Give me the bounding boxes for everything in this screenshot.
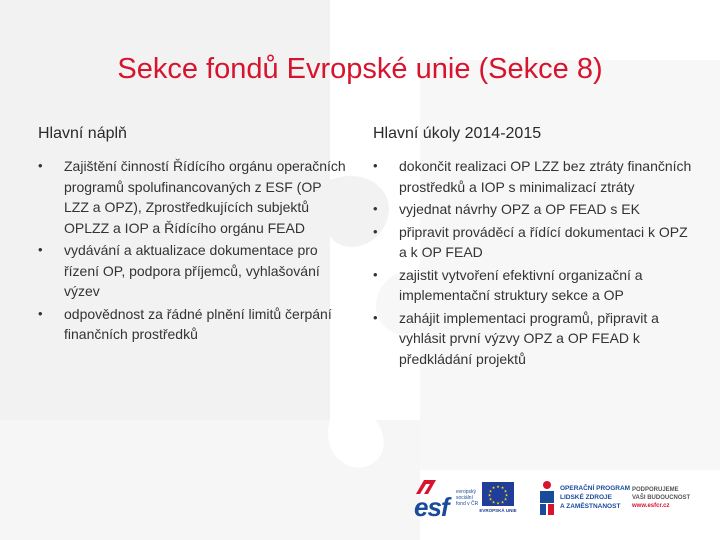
eu-flag-icon — [482, 482, 514, 506]
slide-title: Sekce fondů Evropské unie (Sekce 8) — [117, 53, 603, 85]
list-item-text: odpovědnost za řádné plnění limitů čerpání finančních prostředků — [64, 305, 332, 342]
svg-text:★: ★ — [503, 496, 508, 502]
puzzle-piece-bottom — [0, 420, 420, 540]
bullet-icon: • — [38, 158, 43, 173]
list-item — [373, 199, 693, 220]
list-item — [38, 304, 348, 345]
esf-caption — [456, 489, 478, 507]
op-line: LIDSKÉ ZDROJE — [560, 494, 613, 501]
left-column — [38, 124, 348, 347]
op-line: OPERAČNÍ PROGRAM — [560, 485, 631, 492]
svg-text:★: ★ — [500, 499, 505, 505]
bullet-icon: • — [373, 158, 378, 173]
list-item-text: Zajištění činností Řídícího orgánu operačních programů spolufinancovaných z ESF (OP LZZ a OPZ), Zprostředkujících subjektů OPLZZ a IOP a Řídícího orgánu FEAD — [64, 158, 346, 236]
op-person-icon — [536, 480, 558, 516]
list-item — [373, 156, 693, 197]
bullet-icon: • — [38, 305, 43, 321]
svg-text:★: ★ — [487, 492, 492, 498]
left-column-heading: Hlavní náplň — [38, 125, 127, 142]
left-bullet-list — [38, 156, 348, 345]
esf-logo — [414, 480, 482, 522]
list-item-text: dokončit realizaci OP LZZ bez ztráty finančních prostředků a IOP s minimalizací ztráty — [399, 158, 692, 195]
svg-text:★: ★ — [503, 488, 508, 494]
list-item-text: vydávání a aktualizace dokumentace pro řízení OP, podpora příjemců, vyhlašování výzev — [64, 242, 320, 299]
list-item-text: zajistit vytvoření efektivní organizační a implementační struktury sekce a OP — [399, 266, 643, 303]
bullet-icon: • — [373, 223, 378, 239]
svg-text:★: ★ — [496, 484, 500, 489]
right-bullet-list — [373, 156, 693, 369]
list-item — [373, 308, 693, 370]
esf-caption-line: fond v ČR — [456, 501, 479, 507]
list-item — [373, 222, 693, 263]
support-url: www.esfcr.cz — [632, 503, 670, 509]
list-item-text: připravit prováděcí a řídící dokumentaci k OPZ a k OP FEAD — [399, 223, 688, 260]
right-column — [373, 124, 693, 371]
svg-text:★: ★ — [500, 485, 505, 491]
svg-text:★: ★ — [496, 500, 500, 506]
support-line: VAŠI BUDOUCNOST — [632, 495, 691, 501]
support-slogan — [632, 486, 690, 510]
list-item — [38, 240, 348, 302]
svg-text:★: ★ — [488, 496, 493, 502]
esf-wordmark: esf — [414, 492, 449, 522]
eu-label: EVROPSKÁ UNIE — [479, 508, 517, 513]
op-line: A ZAMĚSTNANOST — [560, 503, 621, 510]
list-item-text: zahájit implementaci programů, připravit a vyhlásit první výzvy OPZ a OP FEAD k předkládání projektů — [399, 309, 659, 367]
bullet-icon: • — [373, 201, 378, 216]
list-item — [38, 156, 348, 238]
bullet-icon: • — [373, 309, 378, 325]
footer-logos — [414, 478, 704, 520]
op-program-name — [560, 484, 630, 511]
right-column-heading: Hlavní úkoly 2014-2015 — [373, 125, 542, 142]
bullet-icon: • — [373, 266, 378, 282]
support-line: PODPORUJEME — [632, 487, 679, 493]
svg-text:★: ★ — [491, 485, 496, 491]
list-item-text: vyjednat návrhy OPZ a OP FEAD s EK — [399, 201, 640, 217]
bullet-icon: • — [38, 242, 43, 257]
eu-stars — [482, 482, 514, 506]
svg-text:★: ★ — [491, 499, 496, 505]
esf-caption-line: sociální — [456, 495, 473, 501]
svg-text:★: ★ — [504, 492, 509, 498]
svg-text:★: ★ — [488, 488, 493, 494]
list-item — [373, 265, 693, 306]
esf-caption-line: evropský — [456, 489, 477, 495]
